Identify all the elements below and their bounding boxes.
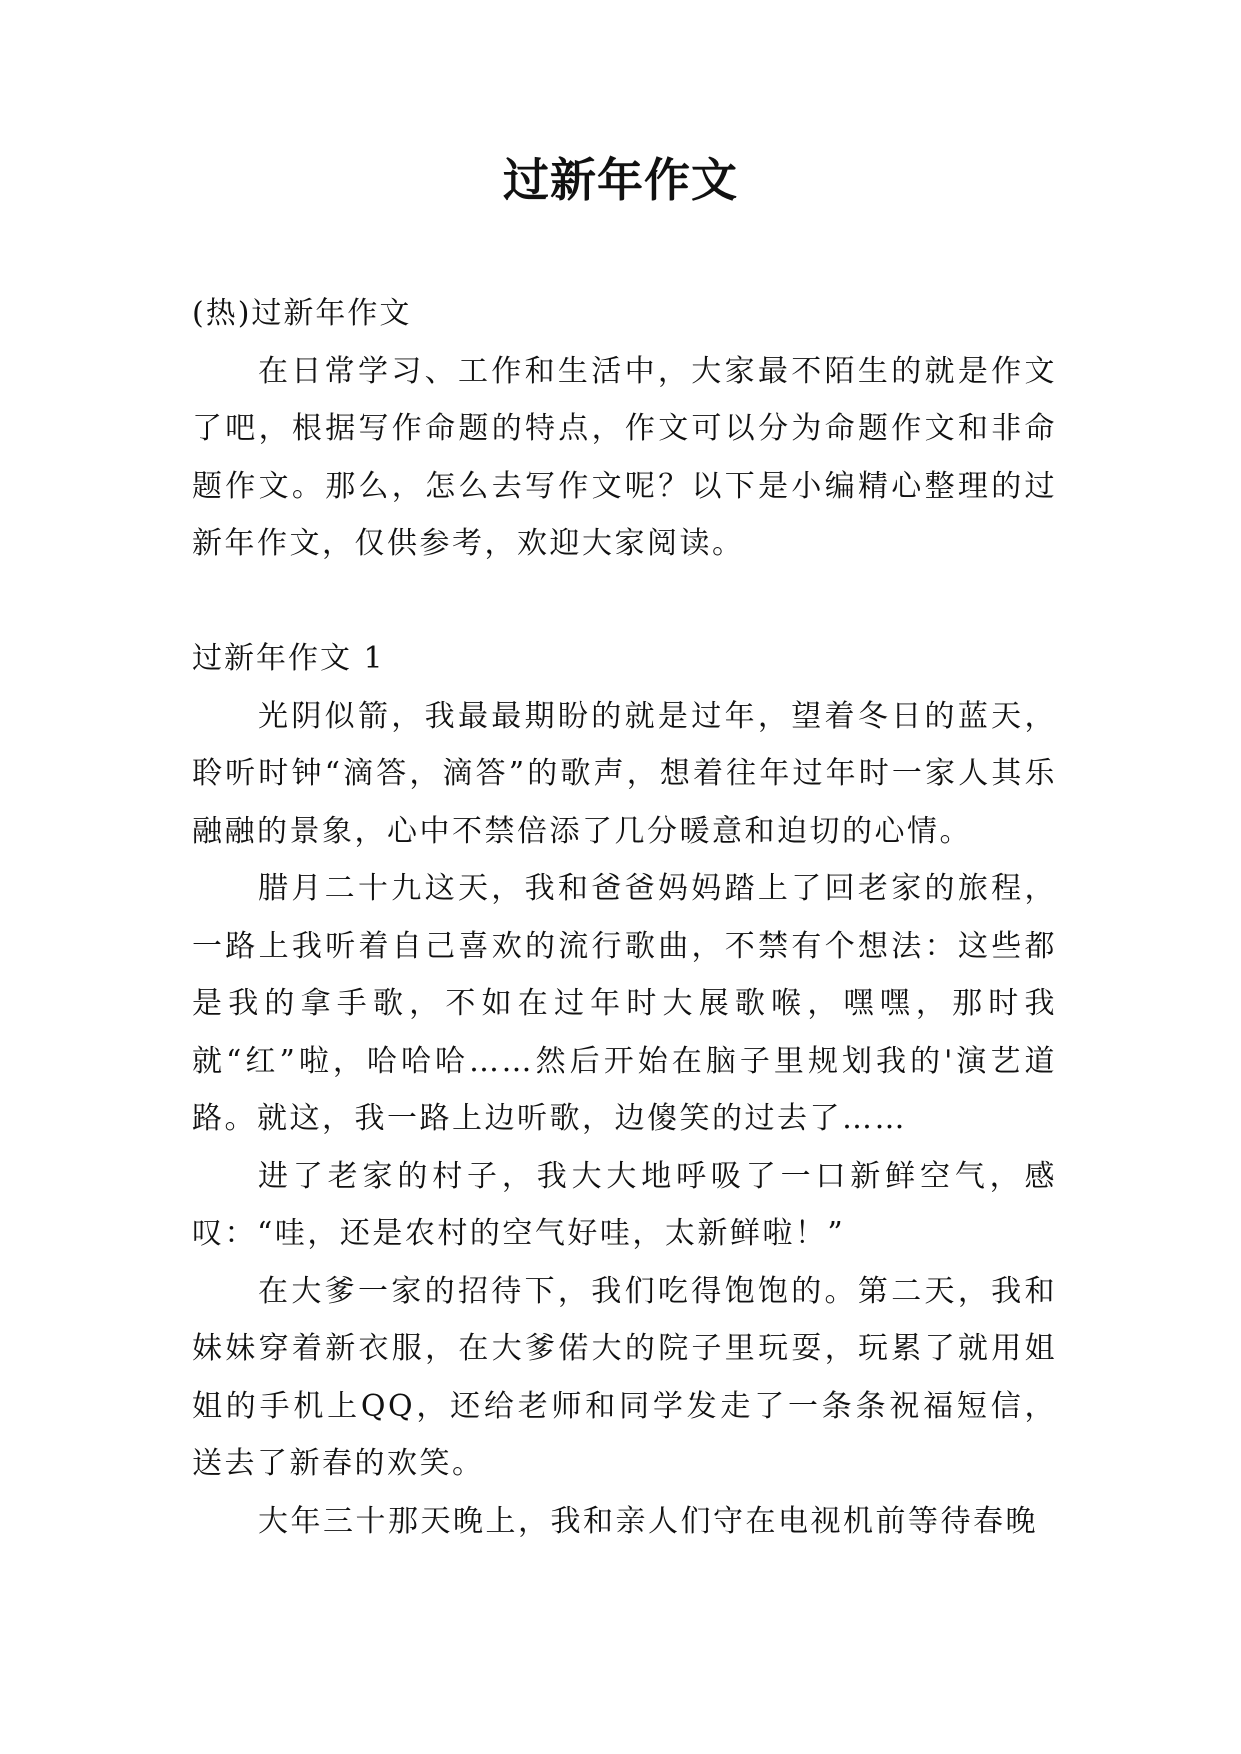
document-body <box>192 285 1057 1550</box>
body-paragraph: 进了老家的村子，我大大地呼吸了一口新鲜空气，感叹：“哇，还是农村的空气好哇，太新鲜啦！” <box>192 1158 1057 1251</box>
section-spacer <box>192 573 1057 631</box>
document-title: 过新年作文 <box>503 153 738 207</box>
section-heading: 过新年作文 1 <box>192 641 385 676</box>
body-paragraph: 大年三十那天晚上，我和亲人们守在电视机前等待春晚 <box>258 1503 1038 1539</box>
intro-paragraph: 在日常学习、工作和生活中，大家最不陌生的就是作文了吧，根据写作命题的特点，作文可以分为命题作文和非命题作文。那么，怎么去写作文呢？以下是小编精心整理的过新年作文，仅供参考，欢迎大家阅读。 <box>192 353 1057 561</box>
document-subtitle: (热)过新年作文 <box>192 296 412 331</box>
body-paragraph: 腊月二十九这天，我和爸爸妈妈踏上了回老家的旅程，一路上我听着自己喜欢的流行歌曲，不禁有个想法：这些都是我的拿手歌，不如在过年时大展歌喉，嘿嘿，那时我就“红”啦，哈哈哈……然后开始在脑子里规划我的'演艺道路。就这，我一路上边听歌，边傻笑的过去了…… <box>192 871 1057 1136</box>
body-paragraph: 在大爹一家的招待下，我们吃得饱饱的。第二天，我和妹妹穿着新衣服，在大爹偌大的院子里玩耍，玩累了就用姐姐的手机上QQ，还给老师和同学发走了一条条祝福短信，送去了新春的欢笑。 <box>192 1273 1057 1481</box>
body-paragraph: 光阴似箭，我最最期盼的就是过年，望着冬日的蓝天，聆听时钟“滴答，滴答”的歌声，想着往年过年时一家人其乐融融的景象，心中不禁倍添了几分暖意和迫切的心情。 <box>192 698 1057 849</box>
